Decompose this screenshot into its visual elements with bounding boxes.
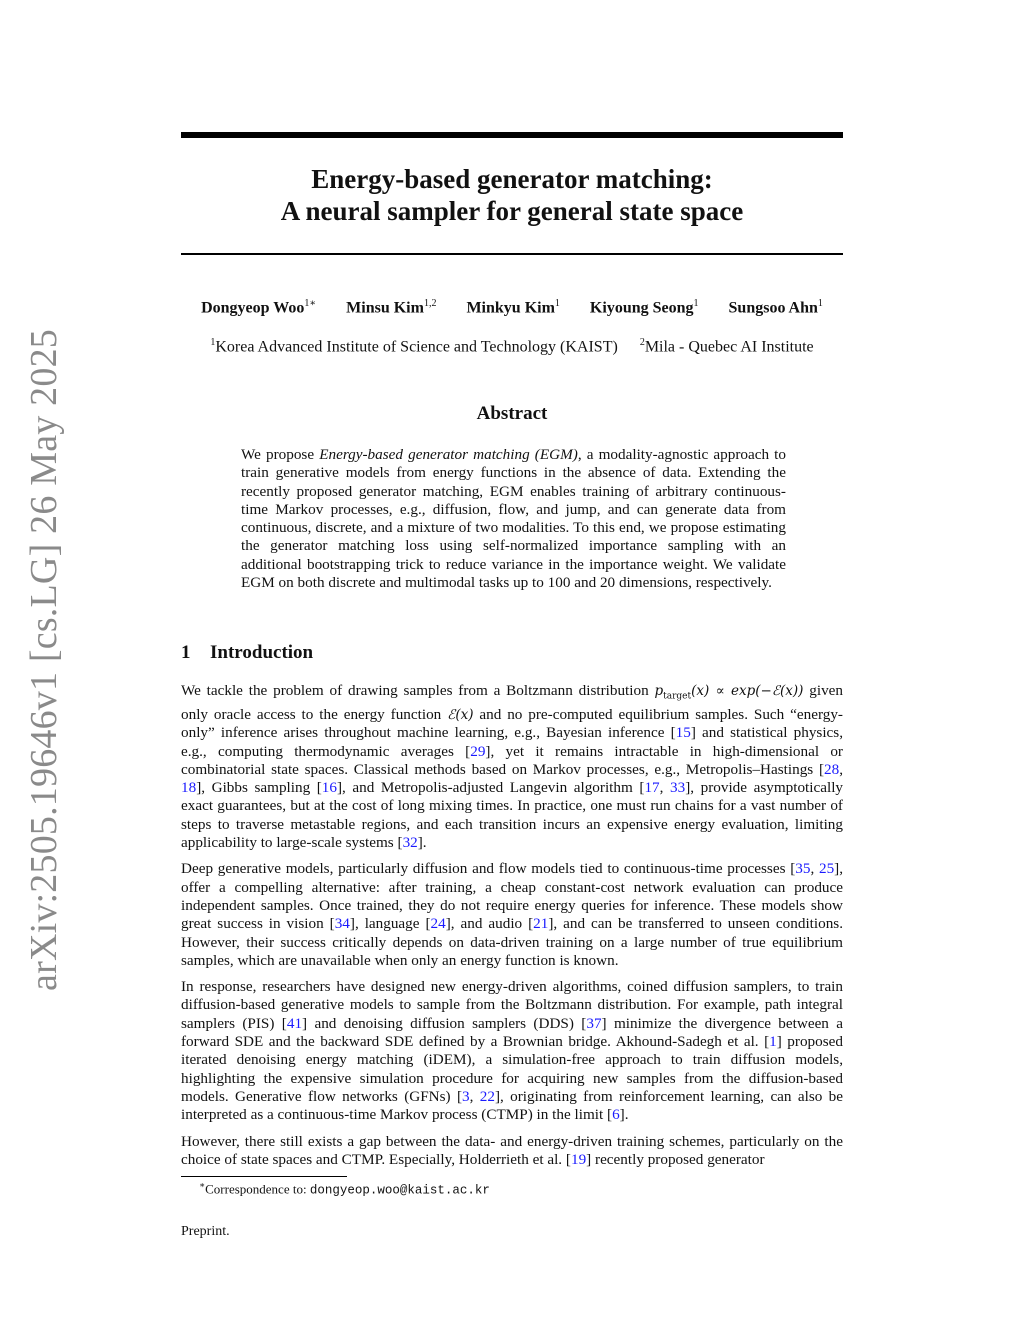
paragraph: Deep generative models, particularly diffusion and flow models tied to continuous-time processes [35, 25], offer a compelling alternative: after training, a cheap constant-cost network evaluation can produce independent samples. Once trained, they do not require energy queries for inference. These models show great success in vision [34], language [24], and audio [21], and can be transferred to unseen conditions. However, their success critically depends on data-driven training on a large number of true equilibrium samples, which are unavailable when only an energy function is known. [181,860,844,969]
affiliation: $^1$Korea Advanced Institute of Science and Technology (KAIST) [210,337,618,356]
footnote-rule [181,1176,347,1177]
author: Minsu Kim$^{1,2}$ [346,298,437,317]
paper-title [181,163,843,227]
citation-link[interactable]: 29 [470,742,486,760]
title-top-rule [181,132,843,138]
author: Sungsoo Ahn$^1$ [728,298,823,317]
affiliation-list [181,337,843,356]
abstract-heading: Abstract [476,403,548,424]
citation-link[interactable]: 33 [670,779,686,797]
affiliation: $^2$Mila - Quebec AI Institute [639,337,814,356]
title-bottom-rule [181,253,843,255]
paragraph: We tackle the problem of drawing samples from a Boltzmann distribution $p_{target}(x)$ ∝ exp(−ℰ(x)) given only oracle access to the energy function ℰ(x) and no pre-computed equilibrium samples. Such “energy-only” inference arises throughout machine learning, e.g., Bayesian inference [15] and statistical physics, e.g., computing thermodynamic averages [29], yet it remains intractable in high-dimensional or combinatorial state spaces. Classical methods based on Markov processes, e.g., Metropolis–Hastings [28, 18], Gibbs sampling [16], and Metropolis-adjusted Langevin algorithm [17, 33], provide asymptotically exact guarantees, but at the cost of long mixing times. In practice, one must run chains for a vast number of steps to traverse metastable regions, and each transition incurs an expensive energy evaluation, limiting applicability to large-scale systems [32]. [181,682,844,852]
citation-link[interactable]: 17 [644,779,660,797]
citation-link[interactable]: 21 [533,915,549,933]
citation-link[interactable]: 34 [334,915,350,933]
email-link[interactable]: dongyeop.woo@kaist.ac.kr [309,1183,490,1198]
paragraph: In response, researchers have designed new energy-driven algorithms, coined diffusion samplers, to train diffusion-based generative models to sample from the Boltzmann distribution. For example, path integral samplers (PIS) [41] and denoising diffusion samplers (DDS) [37] minimize the divergence between a forward SDE and the backward SDE defined by a Brownian bridge. Akhound-Sadegh et al. [1] proposed iterated denoising energy matching (iDEM), a simulation-free approach to train diffusion models, highlighting the expensive simulation procedure for acquiring new samples from the diffusion-based models. Generative flow networks (GFNs) [3, 22], originating from reinforcement learning, can also be interpreted as a continuous-time Markov process (CTMP) in the limit [6]. [181,978,844,1124]
abstract-text: We propose Energy-based generator matching (EGM), a modality-agnostic approach to train generative models from energy functions in the absence of data. Extending the recently proposed generator matching, EGM enables training of arbitrary continuous-time Markov processes, e.g., diffusion, flow, and jump, and can generate data from continuous, discrete, and a mixture of two modalities. To this end, we propose estimating the generator matching loss using self-normalized importance sampling with an additional bootstrapping trick to reduce variance in the importance weight. We validate EGM on both discrete and multimodal tasks up to 100 and 20 dimensions, respectively. [241,446,786,592]
citation-link[interactable]: 6 [612,1106,620,1124]
author: Kiyoung Seong$^1$ [589,298,699,317]
citation-link[interactable]: 32 [402,834,418,852]
arxiv-identifier-stamp: arXiv:2505.19646v1 [cs.LG] 26 May 2025 [23,329,65,991]
title-line-1: Energy-based generator matching: [311,164,713,194]
citation-link[interactable]: 1 [769,1033,777,1051]
title-line-2: A neural sampler for general state space [280,196,744,226]
citation-link[interactable]: 37 [586,1014,602,1032]
citation-link[interactable]: 35 [795,860,811,878]
paragraph: However, there still exists a gap between the data- and energy-driven training schemes, particularly on the choice of state spaces and CTMP. Especially, Holderrieth et al. [19] recently proposed generator [181,1132,843,1168]
citation-link[interactable]: 19 [570,1150,587,1168]
preprint-footer: Preprint. [181,1224,230,1239]
footnote: ∗Correspondence to: dongyeop.woo@kaist.ac.kr [199,1180,490,1198]
citation-link[interactable]: 16 [321,779,337,797]
author: Minkyu Kim$^1$ [466,298,560,317]
citation-link[interactable]: 41 [286,1014,303,1032]
citation-link[interactable]: 3 [462,1087,470,1105]
introduction-body [181,682,843,1177]
math-expression: $p_{target}(x)$ ∝ exp(−ℰ(x)) [654,683,804,702]
citation-link[interactable]: 24 [430,915,446,933]
citation-link[interactable]: 15 [675,724,691,742]
citation-link[interactable]: 25 [818,860,835,878]
author: Dongyeop Woo$^{1∗}$ [201,298,317,317]
author-list [181,298,843,317]
citation-link[interactable]: 18 [181,779,197,797]
citation-link[interactable]: 28 [824,760,840,778]
math-expression: ℰ(x) [447,706,474,723]
citation-link[interactable]: 22 [479,1087,495,1105]
section-heading: 1 Introduction [181,642,314,663]
